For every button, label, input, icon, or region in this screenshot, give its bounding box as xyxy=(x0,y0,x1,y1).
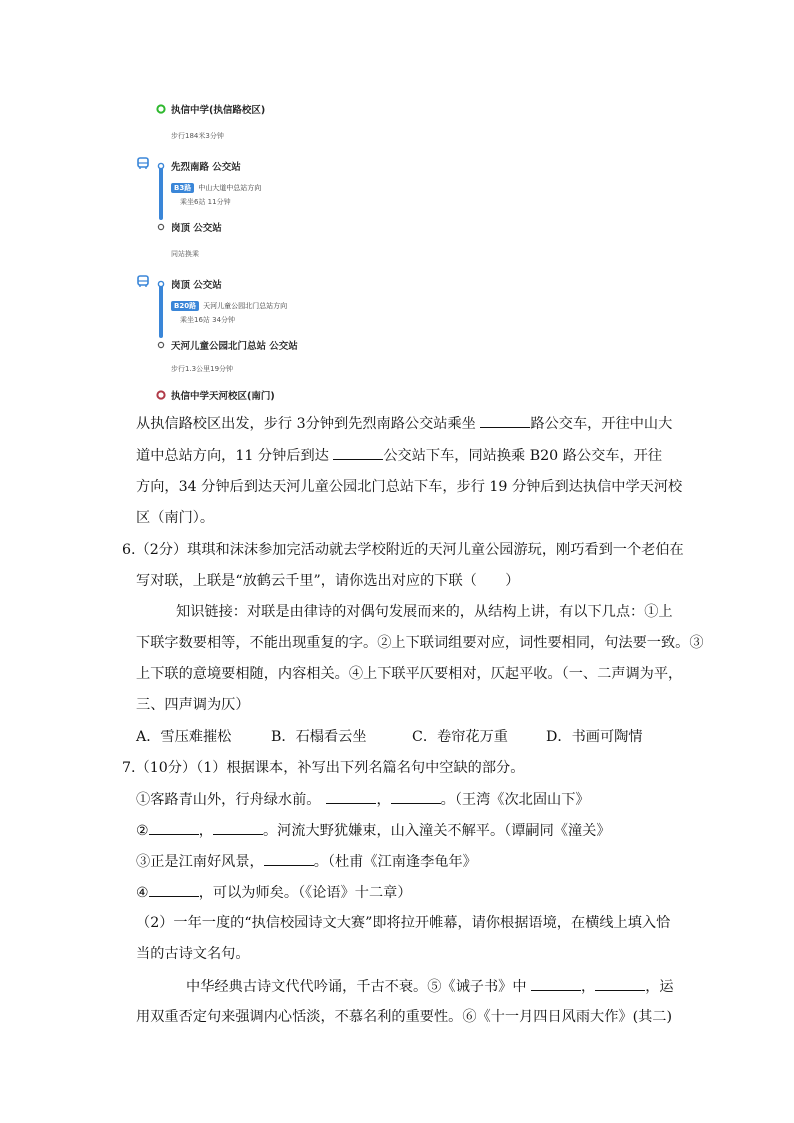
route-start: 执信中学(执信路校区) xyxy=(171,105,266,116)
bus-icon xyxy=(138,276,148,287)
bus-1-info: 乘坐6站 11分钟 xyxy=(180,198,231,206)
route-end: 执信中学天河校区(南门) xyxy=(171,391,275,402)
q7-part2-2: 当的古诗文名句。 xyxy=(136,946,250,962)
q5-line-2 xyxy=(136,445,662,466)
q7-part3-2: 用双重否定句来强调内心恬淡，不慕名利的重要性。⑥《十一月四日风雨大作》(其二) xyxy=(136,1009,673,1025)
stop-1: 先烈南路 公交站 xyxy=(171,162,241,173)
q7-text: ， xyxy=(376,792,391,808)
bus-2-badge: B20路 xyxy=(171,301,199,311)
stop-4: 天河儿童公园北门总站 公交站 xyxy=(171,341,298,352)
stop-2: 岗顶 公交站 xyxy=(171,223,222,234)
bus-2-row xyxy=(171,293,287,312)
q7-item-2 xyxy=(136,820,611,841)
q7-text: 中华经典古诗文代代吟诵，千古不衰。⑤《诫子书》中 xyxy=(186,979,532,995)
q7-item-1 xyxy=(136,789,590,810)
q6-knowledge-3: 上下联的意境要相随，内容相关。④上下联平仄要相对，仄起平收。（一、二声调为平， xyxy=(136,666,683,682)
stop-dot-icon xyxy=(158,281,163,286)
bus-1-direction: 中山大道中总站方向 xyxy=(198,184,262,192)
end-marker-icon xyxy=(157,391,164,398)
answer-blank[interactable] xyxy=(264,851,314,866)
transfer-info: 同站换乘 xyxy=(171,250,199,258)
q5-text: 公交站下车，同站换乘 B20 路公交车，开往 xyxy=(383,448,663,464)
walk-info-2: 步行1.3公里19分钟 xyxy=(171,365,234,373)
q7-text: 。（杜甫《江南逢李龟年》 xyxy=(313,854,477,870)
walk-info-1: 步行184米3分钟 xyxy=(171,132,224,140)
q6-knowledge-2: 下联字数要相等，不能出现重复的字。②上下联词组要对应，词性要相同，句法要一致。③ xyxy=(136,635,704,651)
q7-head: 7.（10分）（1）根据课本，补写出下列名篇名句中空缺的部分。 xyxy=(122,760,525,776)
q5-text: 道中总站方向，11 分钟后到达 xyxy=(136,448,334,464)
answer-blank[interactable] xyxy=(213,820,263,835)
q5-line-3: 方向，34 分钟后到达天河儿童公园北门总站下车，步行 19 分钟后到达执信中学天河校 xyxy=(136,479,683,495)
stop-3: 岗顶 公交站 xyxy=(171,280,222,291)
answer-blank[interactable] xyxy=(149,820,199,835)
q7-part3-1 xyxy=(186,976,674,997)
q6-stem-1: 6.（2分）琪琪和沫沫参加完活动就去学校附近的天河儿童公园游玩，刚巧看到一个老伯在 xyxy=(122,542,684,558)
q6-option-b[interactable]: B．石榻看云坐 xyxy=(271,729,367,745)
stop-dot-icon xyxy=(158,163,163,168)
q7-item-3 xyxy=(136,851,477,872)
q7-text: 。河流大野犹嫌束，山入潼关不解平。（谭嗣同《潼关》 xyxy=(262,823,611,839)
answer-blank[interactable] xyxy=(391,789,441,804)
q7-text: ② xyxy=(136,823,149,839)
q7-text: ， xyxy=(198,823,213,839)
q6-option-c[interactable]: C．卷帘花万重 xyxy=(412,729,508,745)
q6-option-a[interactable]: A．雪压难摧松 xyxy=(136,729,232,745)
q5-line-1 xyxy=(136,413,672,434)
q6-knowledge-1: 知识链接：对联是由律诗的对偶句发展而来的，从结构上讲，有以下几点：①上 xyxy=(176,604,673,620)
answer-blank[interactable] xyxy=(333,445,383,460)
bus-2-info: 乘坐16站 34分钟 xyxy=(180,316,236,324)
q7-text: ①客路青山外，行舟绿水前。 xyxy=(136,792,321,808)
answer-blank[interactable] xyxy=(531,976,581,991)
q7-text: ， xyxy=(581,979,596,995)
q7-text: ③正是江南好风景， xyxy=(136,854,264,870)
q5-text: 路公交车，开往中山大 xyxy=(530,416,673,432)
q6-knowledge-4: 三、四声调为仄） xyxy=(136,697,250,713)
bus-2-direction: 天河儿童公园北门总站方向 xyxy=(203,302,288,310)
answer-blank[interactable] xyxy=(149,882,199,897)
q7-text: 。（王湾《次北固山下》 xyxy=(440,792,590,808)
bus-1-badge: B3路 xyxy=(171,183,194,193)
q7-part2-1: （2）一年一度的“执信校园诗文大赛”即将拉开帷幕，请你根据语境，在横线上填入恰 xyxy=(136,915,671,931)
bus-icon xyxy=(138,158,148,169)
answer-blank[interactable] xyxy=(326,789,376,804)
q6-stem-2: 写对联，上联是“放鹤云千里”，请你选出对应的下联（ ） xyxy=(136,573,520,589)
q7-text: ④ xyxy=(136,885,149,901)
q7-text: ，可以为师矣。（《论语》十二章） xyxy=(198,885,412,901)
route-figure xyxy=(134,96,334,402)
stop-dot-icon xyxy=(158,342,163,347)
q7-text: ，运 xyxy=(645,979,674,995)
stop-dot-icon xyxy=(158,224,163,229)
answer-blank[interactable] xyxy=(480,413,530,428)
q5-text: 从执信路校区出发，步行 3分钟到先烈南路公交站乘坐 xyxy=(136,416,481,432)
q7-item-4 xyxy=(136,882,412,903)
q6-option-d[interactable]: D．书画可陶情 xyxy=(546,729,643,745)
bus-1-row xyxy=(171,175,261,194)
answer-blank[interactable] xyxy=(595,976,645,991)
route-graphic xyxy=(134,96,334,402)
q5-line-4: 区（南门）。 xyxy=(136,510,215,526)
start-marker-icon xyxy=(157,105,164,112)
